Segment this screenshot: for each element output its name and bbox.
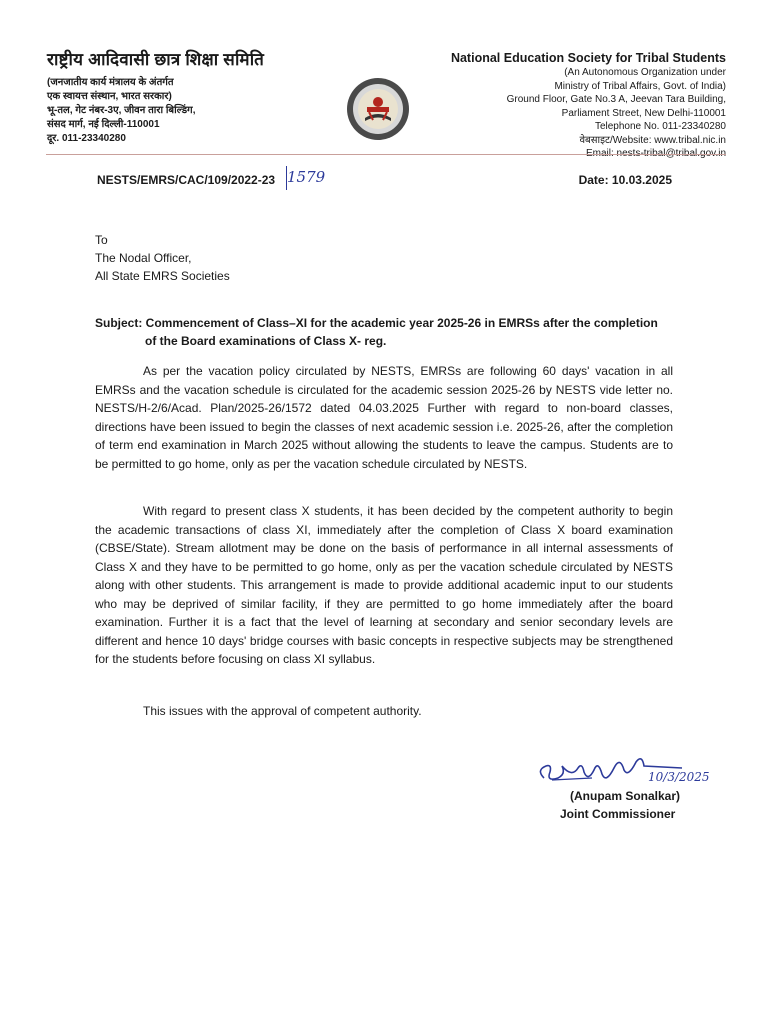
signatory-name: (Anupam Sonalkar) — [570, 789, 681, 803]
reference-number: NESTS/EMRS/CAC/109/2022-23 — [97, 173, 276, 187]
subject-text: Subject: Commencement of Class–XI for the academic year 2025-26 in EMRSs after the completion — [95, 316, 658, 330]
english-letterhead — [386, 50, 726, 161]
hindi-line: संसद मार्ग, नई दिल्ली-110001 — [47, 119, 160, 130]
hindi-org-title: राष्ट्रीय आदिवासी छात्र शिक्षा समिति — [47, 50, 265, 69]
recipient-address — [95, 231, 230, 285]
english-line: Ministry of Tribal Affairs, Govt. of India) — [554, 80, 726, 92]
english-line: (An Autonomous Organization under — [564, 67, 726, 78]
english-line: Ground Floor, Gate No.3 A, Jeevan Tara Building, — [506, 94, 726, 105]
address-line: The Nodal Officer, — [95, 251, 192, 265]
english-line: Parliament Street, New Delhi-110001 — [561, 107, 726, 119]
body-paragraph: As per the vacation policy circulated by NESTS, EMRSs are following 60 days' vacation in all EMRSs and the vacation schedule is circulated for the academic session 2025-26 by NESTS vide letter no. NESTS/H-2/6/Acad. Plan/2025-26/1572 dated 04.03.2025 Further with regard to non-board classes, directions have been issued to begin the classes of next academic session i.e. 2025-26, after the completion of term end examination in March 2025 without allowing the students to leave the campus. Students are to be permitted to go home, only as per the vacation schedule circulated by NESTS. — [95, 364, 673, 471]
english-line: Telephone No. 011-23340280 — [594, 121, 726, 132]
subject-text-continued: of the Board examinations of Class X- reg. — [145, 334, 387, 348]
subject-line — [95, 314, 685, 350]
signatory-title: Joint Commissioner — [560, 807, 676, 821]
body-paragraph: With regard to present class X students, it has been decided by the competent authority to begin the academic transactions of class XI, immediately after the completion of Class X board examination (CBSE/State). Stream allotment may be done on the basis of performance in all internal assessments of Class X and they have to be permitted to go home, only as per the vacation schedule circulated by NESTS along with other students. This arrangement is made to provide additional academic input to our students who may be deprived of similar facility, if they are permitted to go home immediately after the board examination. Further it is a fact that the level of learning at secondary and senior secondary levels are different and hence 10 days' bridge courses with basic concepts in respective subjects may be strengthened for the students before focusing on class XI syllabus. — [95, 504, 673, 666]
hindi-line: (जनजातीय कार्य मंत्रालय के अंतर्गत — [47, 77, 174, 88]
english-line: वेबसाइट/Website: www.tribal.nic.in — [579, 134, 726, 146]
hindi-line: एक स्वायत्त संस्थान, भारत सरकार) — [47, 91, 172, 102]
handwritten-dispatch-number: 1579 — [287, 168, 326, 186]
letter-date: Date: 10.03.2025 — [578, 173, 672, 187]
signature-date: 10/3/2025 — [648, 770, 710, 784]
hindi-line: भू-तल, गेट नंबर-3ए, जीवन तारा बिल्डिंग, — [47, 105, 196, 116]
hindi-letterhead — [47, 50, 347, 146]
hindi-line: दूर. 011-23340280 — [47, 133, 126, 144]
english-org-title: National Education Society for Tribal Students — [450, 51, 726, 65]
body-paragraph: This issues with the approval of competent authority. — [143, 704, 422, 718]
address-line: To — [95, 233, 108, 247]
address-line: All State EMRS Societies — [95, 269, 230, 283]
header-divider — [46, 154, 726, 155]
